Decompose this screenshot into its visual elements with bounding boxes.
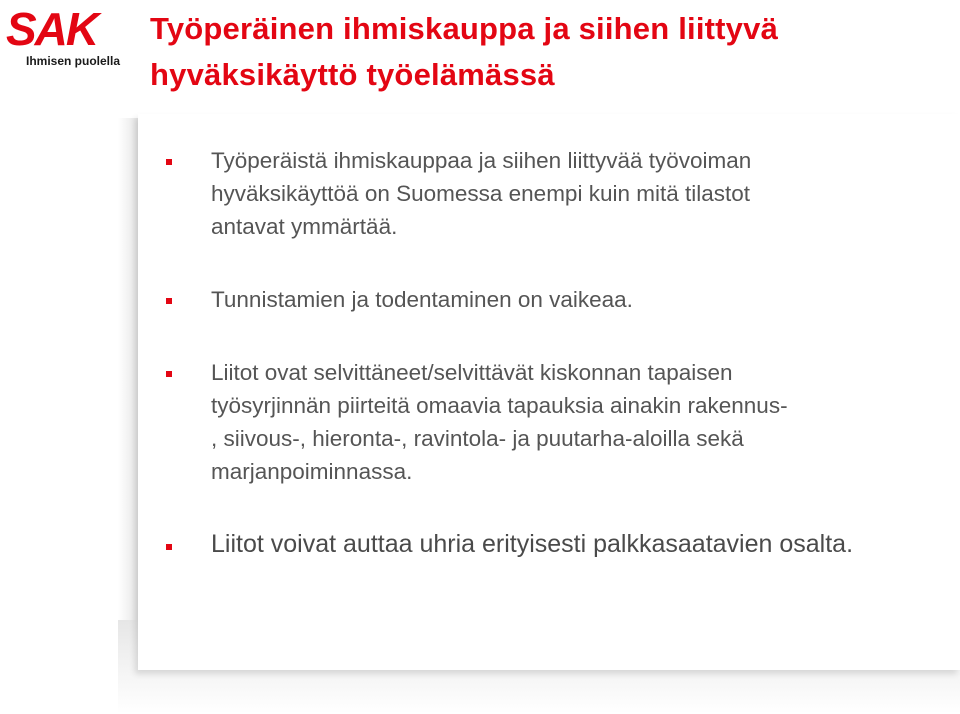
bullet-line: hyväksikäyttöä on Suomessa enempi kuin mitä tilastot [211, 181, 751, 206]
bullet-item [166, 356, 946, 488]
bullet-line: , siivous-, hieronta-, ravintola- ja puutarha-aloilla sekä [211, 426, 744, 451]
bullet-line: Työperäistä ihmiskauppaa ja siihen liittyvää työvoiman [211, 148, 752, 173]
bullet-list [166, 140, 946, 561]
bullet-line: Tunnistamien ja todentaminen on vaikeaa. [211, 287, 633, 312]
square-bullet-icon [166, 298, 172, 304]
bullet-line: Liitot voivat auttaa uhria erityisesti palkkasaatavien osalta. [211, 530, 854, 558]
square-bullet-icon [166, 371, 172, 377]
logo-tagline: Ihmisen puolella [26, 54, 121, 68]
square-bullet-icon [166, 544, 172, 550]
square-bullet-icon [166, 159, 172, 165]
title-line-1: Työperäinen ihmiskauppa ja siihen liittyvä [150, 11, 779, 46]
bullet-line: antavat ymmärtää. [211, 214, 398, 239]
slide-title [150, 6, 950, 98]
bullet-item [166, 528, 946, 561]
bullet-line: Liitot ovat selvittäneet/selvittävät kiskonnan tapaisen [211, 360, 733, 385]
logo-wordmark: SAK [6, 3, 98, 55]
bullet-item [166, 283, 946, 316]
bullet-item [166, 144, 946, 243]
sak-logo [6, 3, 121, 72]
bullet-line: työsyrjinnän piirteitä omaavia tapauksia ainakin rakennus- [211, 393, 788, 418]
bullet-line: marjanpoiminnassa. [211, 459, 413, 484]
title-line-2: hyväksikäyttö työelämässä [150, 57, 555, 92]
paper-side-shadow [118, 118, 140, 678]
